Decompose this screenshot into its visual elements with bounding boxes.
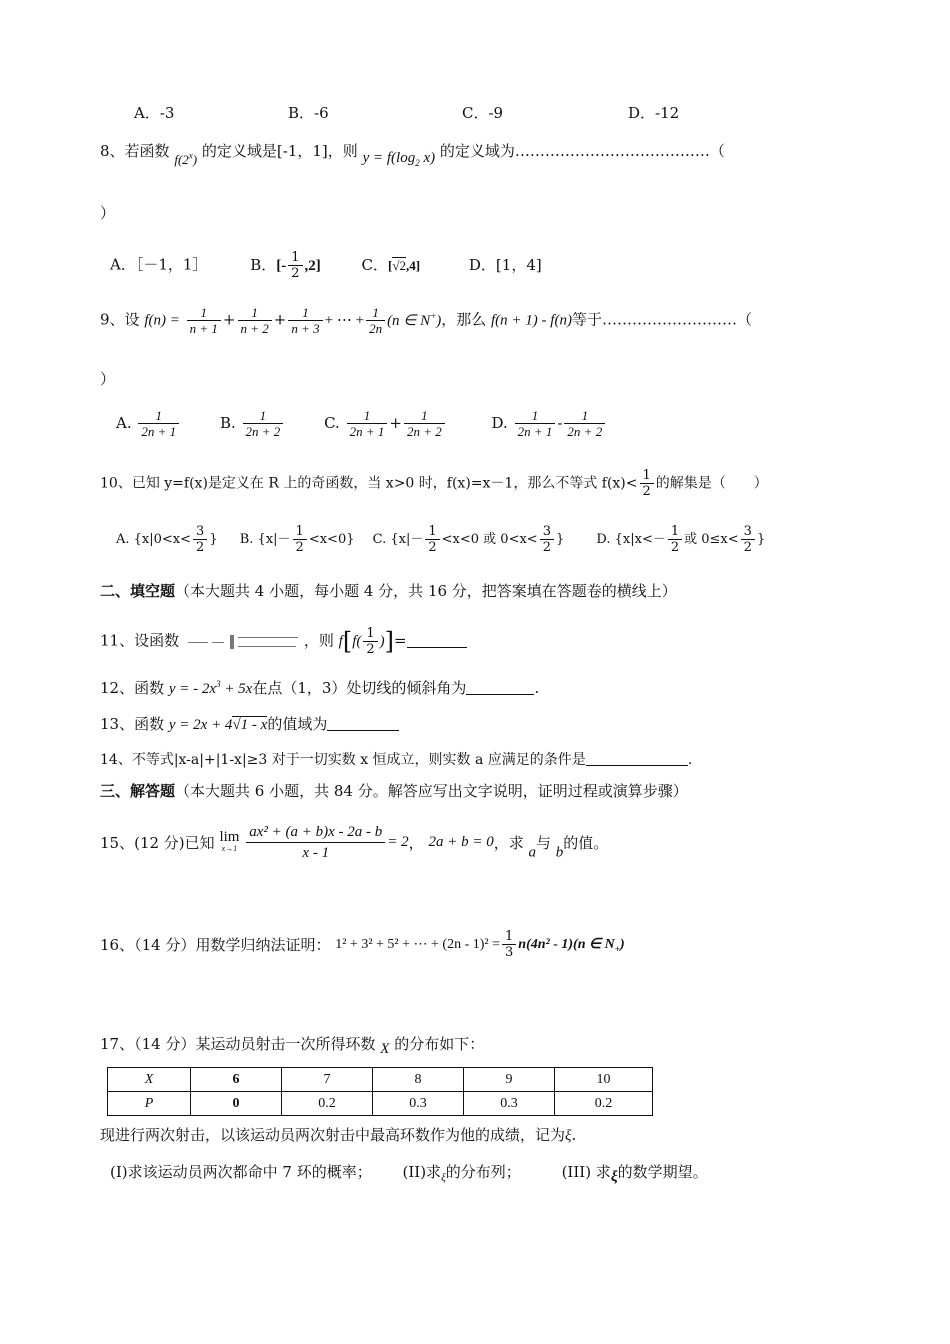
q13-answer-blank[interactable] <box>327 716 399 731</box>
q13-expr: y = 2x + 4 <box>168 717 233 733</box>
frac-num: 1 <box>293 524 307 540</box>
q10-c-mid: <x<0 或 0<x< <box>441 532 538 547</box>
frac-den: 2 <box>291 266 300 281</box>
q17-part-1: (I)求该运动员两次都命中 7 环的概率； <box>110 1163 372 1181</box>
table-cell: 0 <box>191 1092 282 1116</box>
frac-den: 2n <box>369 321 383 336</box>
q10-b-pre: B. {x|－ <box>239 532 291 547</box>
q16-pre: 16、（14 分）用数学归纳法证明： <box>100 936 331 954</box>
q9-option-d-label: D. <box>491 413 508 432</box>
frac-den: 2 <box>295 540 304 555</box>
q10-c-frac-1 <box>425 524 439 555</box>
frac-num: 1 <box>138 408 179 424</box>
q15-and: 与 <box>536 834 552 852</box>
q12-stem <box>100 677 539 698</box>
q10-d-post: } <box>756 532 766 547</box>
q11-piecewise-function-image <box>184 633 304 651</box>
frac-num: 1 <box>363 626 377 642</box>
q10-d-pre: D. {x|x<－ <box>596 532 666 547</box>
frac-den: 2n + 1 <box>517 424 553 439</box>
table-cell: 6 <box>191 1068 282 1092</box>
q15-pre: 15、(12 分)已知 <box>100 834 215 852</box>
frac-num: 1 <box>288 305 322 321</box>
q8-func-2-base: y = f(log <box>362 150 416 166</box>
q17-line-2-text: 现进行两次射击，以该运动员两次射击中最高环数作为他的成绩，记为 <box>100 1126 566 1144</box>
q17-part-3-xi: ξ <box>610 1169 618 1185</box>
q9-option-c-frac-1 <box>347 408 388 439</box>
q9-option-a-frac <box>138 408 179 439</box>
q17-xi: ξ <box>565 1128 572 1144</box>
q11-f-inner: f( <box>352 633 362 650</box>
q13-pre: 13、函数 <box>100 715 165 733</box>
q9-option-c-frac-2 <box>404 408 445 439</box>
q11-f-outer: f <box>338 633 343 650</box>
q10-a-post: } <box>209 532 218 547</box>
q9-option-a <box>116 408 181 439</box>
table-cell: 10 <box>555 1068 653 1092</box>
q10-option-b <box>239 524 355 555</box>
q8-text-3: 的定义域为…………………………………（ <box>439 142 725 160</box>
q15-lim-sub: x→1 <box>221 843 238 853</box>
section-3-heading <box>100 780 688 801</box>
frac-num: 1 <box>366 305 385 321</box>
q17-line-2 <box>100 1124 576 1145</box>
q8-option-a: A．［－1，1］ <box>110 255 208 274</box>
section-2-title: 二、填空题 <box>100 582 176 600</box>
q7-option-a: A．-3 <box>134 104 175 122</box>
frac-num: ax² + (a + b)x - 2a - b <box>246 822 385 843</box>
q15-limit <box>219 828 240 855</box>
q11-stem <box>100 626 467 657</box>
q9-cond <box>387 310 442 329</box>
q15-post-1: ，求 <box>493 834 524 852</box>
frac-num: 1 <box>187 305 221 321</box>
q7-option-b: B．-6 <box>288 104 329 122</box>
section-3-title: 三、解答题 <box>100 782 176 800</box>
frac-num: 1 <box>404 408 445 424</box>
q16-lhs: 1² + 3² + 5² + ⋯ + (2n - 1)² = <box>335 937 500 952</box>
q9-cond-base: (n ∈ N <box>387 312 431 329</box>
frac-num: 1 <box>243 408 284 424</box>
q17-part-2 <box>402 1163 521 1184</box>
table-cell: 7 <box>282 1068 373 1092</box>
frac-den: 2 <box>642 484 651 499</box>
q17-pre: 17、（14 分）某运动员射击一次所得环数 <box>100 1035 376 1053</box>
frac-den: 2 <box>428 540 437 555</box>
q9-option-c: C. $\frac{1}{2n + 1}$ + $\frac{1}{2n + 2}$ <box>324 414 447 432</box>
q12-answer-blank[interactable] <box>466 680 534 695</box>
q10-text: 10、已知 y=f(x)是定义在 R 上的奇函数，当 x>0 时，f(x)=x－1，那么不等式 f(x)< <box>100 475 638 492</box>
q8-func-2 <box>363 150 436 166</box>
section-2-heading <box>100 580 677 601</box>
q8-func-1-base: f(2 <box>174 152 189 167</box>
q10-c-post: } <box>555 532 565 547</box>
q11-mid: ，则 <box>303 631 334 650</box>
frac-num: 3 <box>540 524 554 540</box>
frac-num: 1 <box>347 408 388 424</box>
q9-option-b-frac <box>243 408 284 439</box>
q11-f-inner-end: ) <box>379 633 385 650</box>
q9-option-b <box>219 408 285 439</box>
q9-fn: f(n) = <box>144 312 180 329</box>
q9-term-1 <box>187 305 221 336</box>
q9-option-b-label: B. <box>219 413 236 432</box>
table-cell: 0.3 <box>464 1092 555 1116</box>
q10-c-frac-2 <box>540 524 554 555</box>
frac-num: 1 <box>502 929 516 945</box>
q13-radicand: 1 - x <box>240 717 268 733</box>
q11-pre: 11、设函数 <box>100 631 180 650</box>
distribution-table <box>107 1067 653 1116</box>
table-cell: 0.2 <box>555 1092 653 1116</box>
frac-num: 1 <box>668 524 682 540</box>
q11-bracket-right: ] <box>384 627 395 656</box>
q12-end: . <box>534 679 540 697</box>
table-row <box>108 1068 653 1092</box>
q10-a-pre: A. {x|0<x< <box>116 532 192 547</box>
table-cell: 8 <box>373 1068 464 1092</box>
q8-stem <box>100 140 725 168</box>
q15-post-2: 的值。 <box>563 834 609 852</box>
q7-option-d: D．-12 <box>628 104 680 122</box>
table-row <box>108 1092 653 1116</box>
q12-expr-2: + 5x <box>220 681 253 697</box>
q10-b-post: <x<0} <box>308 532 355 547</box>
q8-text-2: 的定义域是[-1，1]，则 <box>201 142 358 160</box>
q15-comma: ， <box>408 834 424 852</box>
q11-frac <box>363 626 377 657</box>
q15-var-b: b <box>555 844 564 861</box>
frac-den: 2 <box>743 540 752 555</box>
q9-cond-end: ) <box>436 312 442 329</box>
frac-den: 3 <box>505 945 514 960</box>
q12-expr-sup: 3 <box>216 679 221 689</box>
table-header-cell: P <box>108 1092 191 1116</box>
q10-b-frac <box>293 524 307 555</box>
q10-option-d <box>596 524 766 555</box>
q14-stem <box>100 749 692 769</box>
q13-stem <box>100 713 399 734</box>
q10-d-mid: 或 0≤x< <box>684 532 739 547</box>
q9-options <box>116 408 607 439</box>
q16-rhs-sub: + <box>614 943 620 954</box>
q9-term-2 <box>238 305 272 336</box>
q10-option-a <box>116 524 218 555</box>
q8-options <box>110 250 542 281</box>
frac-den: 2n + 1 <box>141 424 177 439</box>
frac-den: n + 2 <box>240 321 269 336</box>
q8-option-b-label: B． <box>250 255 277 274</box>
table-cell: 0.3 <box>373 1092 464 1116</box>
frac-den: n + 1 <box>189 321 218 336</box>
q8-func-2-sub: 2 <box>415 158 420 168</box>
q10-c-pre: C. {x|－ <box>372 532 424 547</box>
frac-den: 2n + 2 <box>406 424 442 439</box>
q10-stem <box>100 468 768 499</box>
q17-line-2-end: . <box>571 1126 577 1144</box>
q14-answer-blank[interactable] <box>586 751 688 766</box>
q15-eq: = 2 <box>387 834 409 850</box>
q9-term-3 <box>288 305 322 336</box>
frac-den: 2 <box>196 540 205 555</box>
q17-stem <box>100 1033 485 1057</box>
q17-post: 的分布如下： <box>394 1035 485 1053</box>
q11-eq: = <box>394 631 407 650</box>
q13-radical: √1 - x <box>232 717 268 733</box>
frac-den: 2 <box>670 540 680 555</box>
q8-option-b-frac <box>288 250 302 281</box>
q7-option-c: C．-9 <box>462 104 504 122</box>
frac-num: 3 <box>741 524 755 540</box>
q12-expr <box>169 681 252 697</box>
frac-den: 2 <box>366 642 375 657</box>
q8-func-1-end: ) <box>192 152 198 167</box>
q10-frac <box>640 468 654 499</box>
q9-expr: f(n + 1) - f(n) <box>491 312 572 329</box>
q8-option-c-post: ,4] <box>406 257 421 273</box>
q8-text-1: 若函数 <box>124 142 170 160</box>
q17-part-2-xi: ξ <box>441 1172 446 1184</box>
q17-var-x: X <box>380 1041 390 1057</box>
q8-option-b <box>250 250 321 281</box>
q9-cond-sup: + <box>430 310 437 321</box>
q9-text-3: 等于………………………（ <box>571 310 752 329</box>
q12-post: 在点（1，3）处切线的倾斜角为 <box>252 679 467 697</box>
q9-stem: 9、设 f(n) = $\frac{1}{n + 1}$ + $\frac{1}{n + 2}$ + $\frac{1}{n + 3}$ + ⋯ + $\frac{1}{2n}$ (n ∈ N+)，那么 f(n + 1) - f(n)等于………………………（ <box>100 305 752 336</box>
q9-term-last <box>366 305 385 336</box>
q17-part-3-pre: (III) 求 <box>561 1163 611 1181</box>
q15-stem <box>100 822 608 863</box>
q17-part-2-pre: (II)求 <box>402 1163 442 1181</box>
q10-options <box>116 524 765 555</box>
q8-option-b-post: ,2] <box>304 257 321 274</box>
q17-parts <box>110 1161 708 1185</box>
q10-text-2: 的解集是（ ） <box>655 475 768 492</box>
q9-number: 9、设 <box>100 310 140 329</box>
q9-text-2: ，那么 <box>441 310 487 329</box>
q16-stem <box>100 929 625 960</box>
q8-option-c-pre: [ <box>388 257 393 273</box>
q16-frac <box>502 929 516 960</box>
q15-var-a: a <box>528 844 536 861</box>
q8-option-c-label: C． <box>361 255 389 274</box>
q11-answer-blank[interactable] <box>407 633 467 648</box>
q9-close-paren: ） <box>100 370 116 388</box>
q17-part-3 <box>561 1163 708 1185</box>
q10-option-c <box>372 524 565 555</box>
frac-num: 1 <box>288 250 302 266</box>
q9-option-d: D. $\frac{1}{2n + 1}$ - $\frac{1}{2n + 2}$ <box>492 414 608 432</box>
q17-part-2-post: 的分布列； <box>445 1163 521 1181</box>
q10-d-frac-2 <box>741 524 755 555</box>
q8-number: 8、 <box>100 142 125 160</box>
q8-func-1-exp: x <box>188 150 193 161</box>
q11-bracket-left: [ <box>342 627 353 656</box>
section-3-desc: （本大题共 6 小题，共 84 分。解答应写出文字说明，证明过程或演算步骤） <box>175 782 688 800</box>
frac-num: 1 <box>564 408 605 424</box>
frac-den: 2n + 1 <box>349 424 385 439</box>
q8-option-b-pre: [- <box>276 257 287 274</box>
q14-end: . <box>687 752 693 768</box>
frac-num: 1 <box>238 305 272 321</box>
frac-num: 1 <box>640 468 654 484</box>
q17-part-3-post: 的数学期望。 <box>617 1163 708 1181</box>
q9-option-a-label: A. <box>116 413 132 432</box>
q10-a-frac <box>193 524 207 555</box>
q8-option-c-radical: √2 <box>392 257 407 273</box>
table-cell: 9 <box>464 1068 555 1092</box>
frac-den: 2 <box>542 540 551 555</box>
q9-option-d-frac-2 <box>564 408 605 439</box>
frac-den: n + 3 <box>291 321 320 336</box>
q8-func-1 <box>174 152 197 167</box>
frac-num: 1 <box>515 408 556 424</box>
frac-den: x - 1 <box>302 845 330 861</box>
q12-expr-1: y = - 2x <box>168 681 217 697</box>
q9-dots: + ⋯ + <box>324 312 365 329</box>
q12-pre: 12、函数 <box>100 679 165 697</box>
frac-den: 2n + 2 <box>245 424 281 439</box>
frac-num: 1 <box>425 524 439 540</box>
q14-text: 14、不等式|x-a|+|1-x|≥3 对于一切实数 x 恒成立，则实数 a 应满足的条件是 <box>100 752 586 768</box>
frac-num: 3 <box>193 524 207 540</box>
section-2-desc: （本大题共 4 小题，每小题 4 分，共 16 分，把答案填在答题卷的横线上） <box>175 582 677 600</box>
q8-option-c <box>362 256 421 274</box>
q15-cond: 2a + b = 0 <box>428 834 494 850</box>
q15-lim-label: lim <box>219 828 240 845</box>
q8-option-d: D．[1，4] <box>468 255 542 274</box>
q8-close-paren: ） <box>100 204 116 222</box>
q15-frac <box>246 822 385 863</box>
q16-rhs-end: ) <box>619 936 625 952</box>
q9-option-c-label: C. <box>324 413 340 432</box>
frac-den: 2n + 2 <box>567 424 603 439</box>
q9-option-d-frac-1 <box>515 408 556 439</box>
table-header-cell: X <box>108 1068 191 1092</box>
q8-func-2-end: x) <box>419 150 436 166</box>
q16-rhs-base: n(4n² - 1)(n ∈ N <box>518 936 615 952</box>
q10-d-frac-1 <box>668 524 682 555</box>
table-cell: 0.2 <box>282 1092 373 1116</box>
q16-rhs <box>518 937 624 952</box>
q13-post: 的值域为 <box>267 715 328 733</box>
